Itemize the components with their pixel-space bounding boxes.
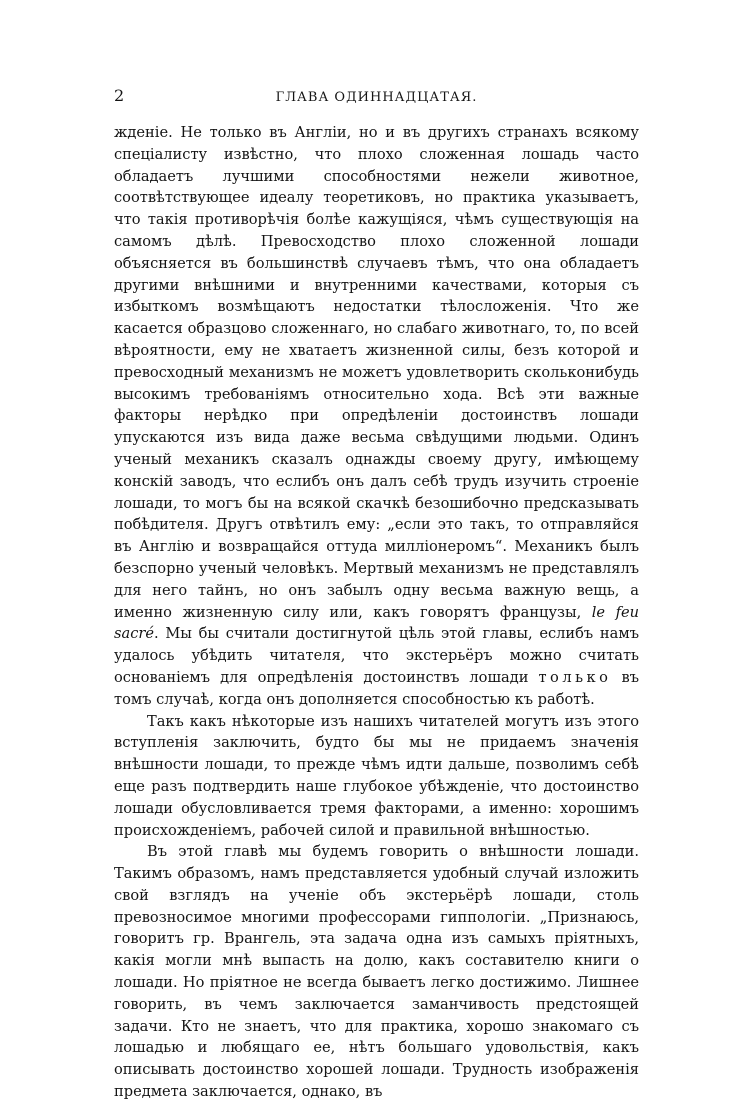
paragraph-1-text-c: въ томъ случаѣ, когда онъ дополняется способностью къ работѣ. <box>114 668 640 708</box>
paragraph-1 <box>114 122 639 711</box>
book-page <box>114 86 639 1103</box>
paragraph-1-text-b: . Мы бы считали достигнутой цѣль этой главы, еслибъ намъ удалось убѣдить читателя, что экстерьёръ можно считать основанiемъ для опредѣленiя достоинствъ лошади <box>114 625 639 686</box>
spaced-emphasis: только <box>538 668 612 686</box>
running-head <box>114 86 639 112</box>
paragraph-2: Такъ какъ нѣкоторые изъ нашихъ читателей могутъ изъ этого вступленiя заключить, будто бы мы не придаемъ значенiя внѣшности лошади, то прежде чѣмъ идти дальше, позволимъ себѣ еще разъ подтвердить наше глубокое убѣжденiе, что достоинство лошади обусловливается тремя факторами, а именно: хорошимъ происхожденiемъ, рабочей силой и правильной внѣшностью. <box>114 712 639 839</box>
paragraph-1-text-a: жденiе. Не только въ Англiи, но и въ другихъ странахъ всякому спецiалисту извѣстно, что плохо сложенная лошадь часто обладаетъ лучшими способностями нежели животное, соотвѣтствующее идеалу теоретиковъ, но практика указываетъ, что такiя противорѣчiя болѣе кажущiяся, чѣмъ существующiя на самомъ дѣлѣ. Превосходство плохо сложенной лошади объясняется въ большинствѣ случаевъ тѣмъ, что она обладаетъ другими внѣшними и внутренними качествами, которыя съ избыткомъ возмѣщаютъ недостатки тѣлосложенiя. Что же касается образцово сложеннаго, но слабаго животнаго, то, по всей вѣроятности, ему не хватаетъ жизненной силы, безъ которой и превосходный механизмъ не можетъ удовлетворить скольконибудь высокимъ требованiямъ относительно хода. Всѣ эти важные факторы нерѣдко при опредѣленiи достоинствъ лошади упускаются изъ вида даже весьма свѣдущими людьми. Одинъ ученый механикъ сказалъ однажды своему другу, имѣющему конскiй заводъ, что еслибъ онъ далъ себѣ трудъ изучить строенiе лошади, то могъ бы на всякой скачкѣ безошибочно предсказывать побѣдителя. Другъ отвѣтилъ ему: „если это такъ, то отправляйся въ Англiю и возвращайся оттуда миллiонеромъ“. Механикъ былъ безспорно ученый человѣкъ. Мертвый механизмъ не представлялъ для него тайнъ, но онъ забылъ одну весьма важную вещь, а именно жизненную силу или, какъ говорятъ французы, <box>114 124 639 621</box>
french-phrase: le feu sacré <box>114 603 640 643</box>
chapter-title: ГЛАВА ОДИННАДЦАТАЯ. <box>275 90 478 105</box>
page-number: 2 <box>114 86 126 105</box>
paragraph-3: Въ этой главѣ мы будемъ говорить о внѣшности лошади. Такимъ образомъ, намъ представляется удобный случай изложить свой взглядъ на ученiе объ экстерьёрѣ лошади, столь превозносимое многими профессорами гиппологiи. „Признаюсь, говоритъ гр. Врангель, эта задача одна изъ самыхъ прiятныхъ, какiя могли мнѣ выпасть на долю, какъ составителю книги о лошади. Но прiятное не всегда бываетъ легко достижимо. Лишнее говорить, въ чемъ заключается заманчивость предстоящей задачи. Кто не знаетъ, что для практика, хорошо знакомаго съ лошадью и любящаго ее, нѣтъ большаго удовольствiя, какъ описывать достоинство хорошей лошади. Трудность изображенiя предмета заключается, однако, въ <box>114 843 639 1101</box>
